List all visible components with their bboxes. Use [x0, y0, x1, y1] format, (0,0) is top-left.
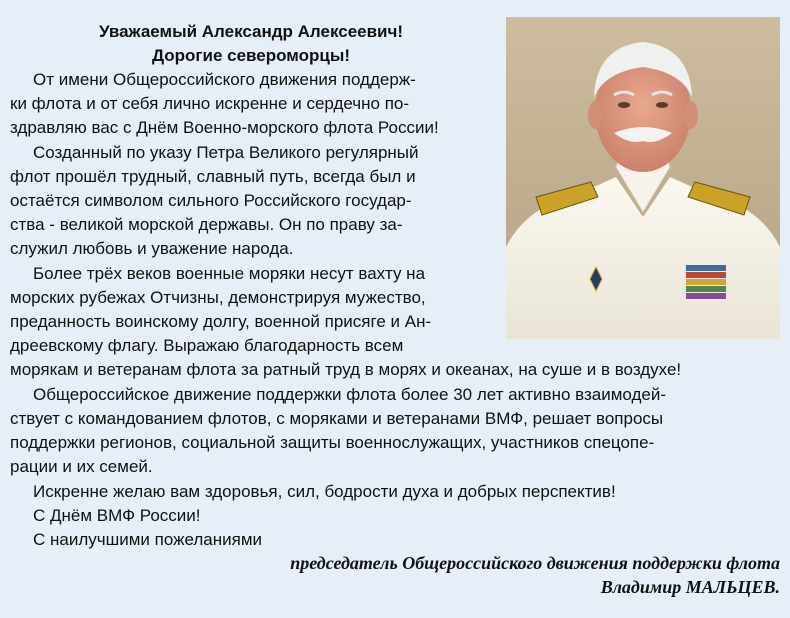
body-line: поддержки регионов, социальной защиты военнослужащих, участников спецопе-	[10, 433, 655, 452]
body-line: служил любовь и уважение народа.	[10, 239, 294, 258]
body-line: Искренне желаю вам здоровья, сил, бодрости духа и добрых перспектив!	[33, 482, 616, 501]
portrait-photo	[506, 17, 780, 339]
body-line: флот прошёл трудный, славный путь, всегда был и	[10, 167, 416, 186]
body-line: ства - великой морской державы. Он по праву за-	[10, 215, 403, 234]
body-line: морских рубежах Отчизны, демонстрируя мужество,	[10, 288, 426, 307]
body-line: морякам и ветеранам флота за ратный труд в морях и океанах, на суше и в воздухе!	[10, 360, 682, 379]
body-line: дреевскому флагу. Выражаю благодарность всем	[10, 336, 404, 355]
body-line: ствует с командованием флотов, с моряками и ветеранами ВМФ, решает вопросы	[10, 409, 664, 428]
signature-title: председатель Общероссийского движения поддержки флота	[290, 553, 780, 573]
body-line: От имени Общероссийского движения поддерж-	[33, 70, 416, 89]
body-line: преданность воинскому долгу, военной присяге и Ан-	[10, 312, 432, 331]
body-line: остаётся символом сильного Российского государ-	[10, 191, 412, 210]
greeting-line-1: Уважаемый Александр Алексеевич!	[98, 22, 404, 41]
signature-name: Владимир МАЛЬЦЕВ.	[600, 577, 780, 597]
body-line: рации и их семей.	[10, 457, 153, 476]
body-line: С Днём ВМФ России!	[33, 506, 201, 525]
body-line: Созданный по указу Петра Великого регулярный	[33, 143, 419, 162]
body-line: Более трёх веков военные моряки несут вахту на	[33, 264, 426, 283]
body-line: здравляю вас с Днём Военно-морского флота России!	[10, 118, 439, 137]
body-line: С наилучшими пожеланиями	[33, 530, 263, 549]
body-line: ки флота и от себя лично искренне и сердечно по-	[10, 94, 410, 113]
body-line: Общероссийское движение поддержки флота более 30 лет активно взаимодей-	[33, 385, 667, 404]
greeting-line-2: Дорогие североморцы!	[151, 46, 351, 65]
